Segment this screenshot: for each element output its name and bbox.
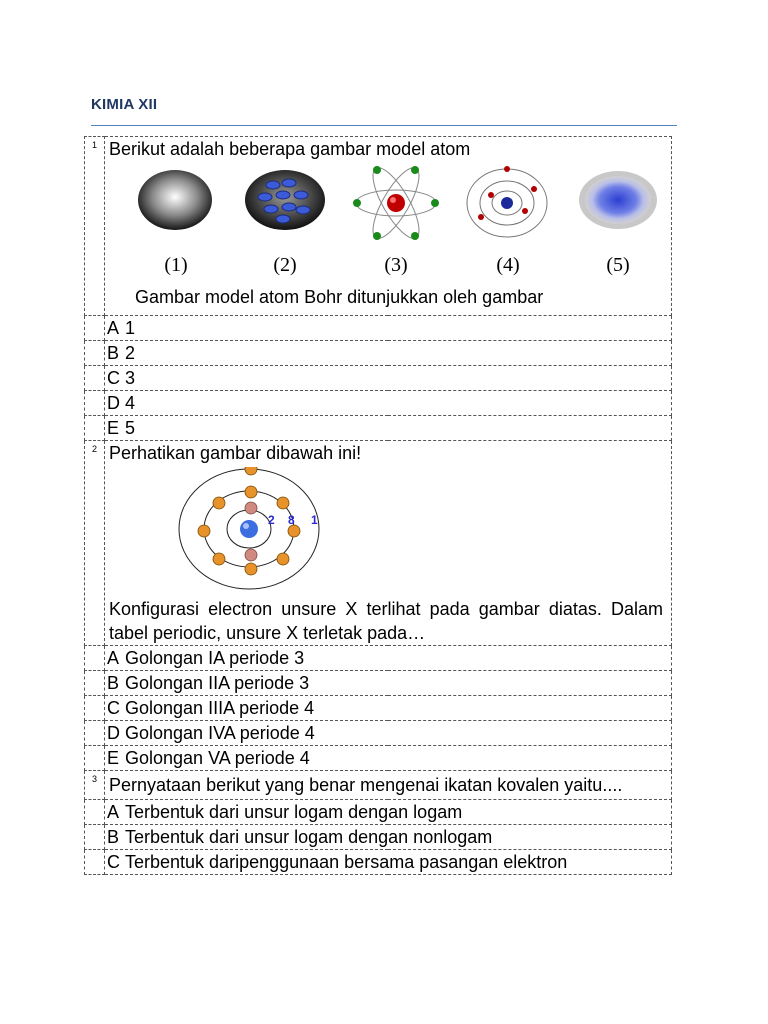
- atom-model-2-image: [243, 165, 327, 235]
- question-text: Pernyataan berikut yang benar mengenai ikatan kovalen yaitu....: [109, 775, 623, 795]
- option-letter: D: [107, 723, 120, 743]
- shell-label-1: 2: [268, 513, 275, 527]
- option-letter: E: [107, 748, 120, 768]
- option-text: Terbentuk dari unsur logam dengan logam: [125, 802, 463, 822]
- question-number: 3: [85, 771, 105, 800]
- atom-models-figure: [109, 165, 663, 283]
- atom-model-5-image: [577, 165, 659, 235]
- question-table: [84, 136, 672, 875]
- question-row: [85, 137, 672, 316]
- option-b[interactable]: [105, 671, 672, 696]
- question-body: [105, 441, 672, 646]
- question-body: [105, 771, 672, 800]
- question-number: 2: [85, 441, 105, 646]
- electron-configuration-diagram: [143, 467, 333, 595]
- question-text: Berikut adalah beberapa gambar model atom: [109, 139, 471, 159]
- option-text: 3: [125, 368, 136, 388]
- option-row[interactable]: [85, 746, 672, 771]
- header-divider: [91, 125, 677, 126]
- question-text: Perhatikan gambar dibawah ini!: [109, 443, 362, 463]
- page-header-title: KIMIA XII: [91, 96, 158, 113]
- question-body: [105, 137, 672, 316]
- option-b[interactable]: [105, 341, 672, 366]
- atom-label-4: (4): [496, 254, 520, 276]
- option-letter: C: [107, 368, 120, 388]
- option-letter: C: [107, 852, 120, 872]
- question-row: [85, 771, 672, 800]
- option-c[interactable]: [105, 850, 672, 875]
- shell-label-2: 8: [288, 513, 295, 527]
- option-text: Golongan VA periode 4: [125, 748, 310, 768]
- option-a[interactable]: [105, 800, 672, 825]
- atom-label-1: (1): [164, 254, 188, 276]
- option-text: 1: [125, 318, 136, 338]
- option-text: Terbentuk daripenggunaan bersama pasangan elektron: [125, 852, 568, 872]
- option-row[interactable]: [85, 316, 672, 341]
- option-row[interactable]: [85, 825, 672, 850]
- atom-label-5: (5): [606, 254, 630, 276]
- option-text: Golongan IVA periode 4: [125, 723, 315, 743]
- option-text: Golongan IIA periode 3: [125, 673, 310, 693]
- option-letter: A: [107, 802, 120, 822]
- option-row[interactable]: [85, 850, 672, 875]
- atom-label-3: (3): [384, 254, 408, 276]
- option-text: 5: [125, 418, 136, 438]
- atom-model-3-image: [349, 165, 443, 241]
- option-letter: A: [107, 318, 120, 338]
- option-c[interactable]: [105, 696, 672, 721]
- option-text: Golongan IIIA periode 4: [125, 698, 315, 718]
- option-letter: E: [107, 418, 120, 438]
- atom-model-1-image: [135, 165, 215, 235]
- option-row[interactable]: [85, 646, 672, 671]
- option-e[interactable]: [105, 746, 672, 771]
- option-text: Golongan IA periode 3: [125, 648, 305, 668]
- option-letter: D: [107, 393, 120, 413]
- option-text: 4: [125, 393, 136, 413]
- option-e[interactable]: [105, 416, 672, 441]
- option-letter: B: [107, 673, 120, 693]
- option-row[interactable]: [85, 696, 672, 721]
- option-letter: A: [107, 648, 120, 668]
- option-row[interactable]: [85, 341, 672, 366]
- option-c[interactable]: [105, 366, 672, 391]
- question-row: [85, 441, 672, 646]
- option-text: 2: [125, 343, 136, 363]
- option-d[interactable]: [105, 391, 672, 416]
- option-a[interactable]: [105, 316, 672, 341]
- option-row[interactable]: [85, 721, 672, 746]
- option-b[interactable]: [105, 825, 672, 850]
- option-letter: B: [107, 343, 120, 363]
- option-letter: B: [107, 827, 120, 847]
- option-row[interactable]: [85, 416, 672, 441]
- option-a[interactable]: [105, 646, 672, 671]
- option-row[interactable]: [85, 391, 672, 416]
- option-row[interactable]: [85, 800, 672, 825]
- atom-label-2: (2): [273, 254, 297, 276]
- option-letter: C: [107, 698, 120, 718]
- atom-model-4-image: [461, 165, 553, 241]
- question-text-2: Konfigurasi electron unsure X terlihat pada gambar diatas. Dalam tabel periodic, unsure X terletak pada…: [109, 599, 663, 643]
- question-number: 1: [85, 137, 105, 316]
- option-d[interactable]: [105, 721, 672, 746]
- option-row[interactable]: [85, 366, 672, 391]
- option-text: Terbentuk dari unsur logam dengan nonlogam: [125, 827, 493, 847]
- shell-label-3: 1: [311, 513, 318, 527]
- question-caption: Gambar model atom Bohr ditunjukkan oleh gambar: [135, 287, 544, 307]
- option-row[interactable]: [85, 671, 672, 696]
